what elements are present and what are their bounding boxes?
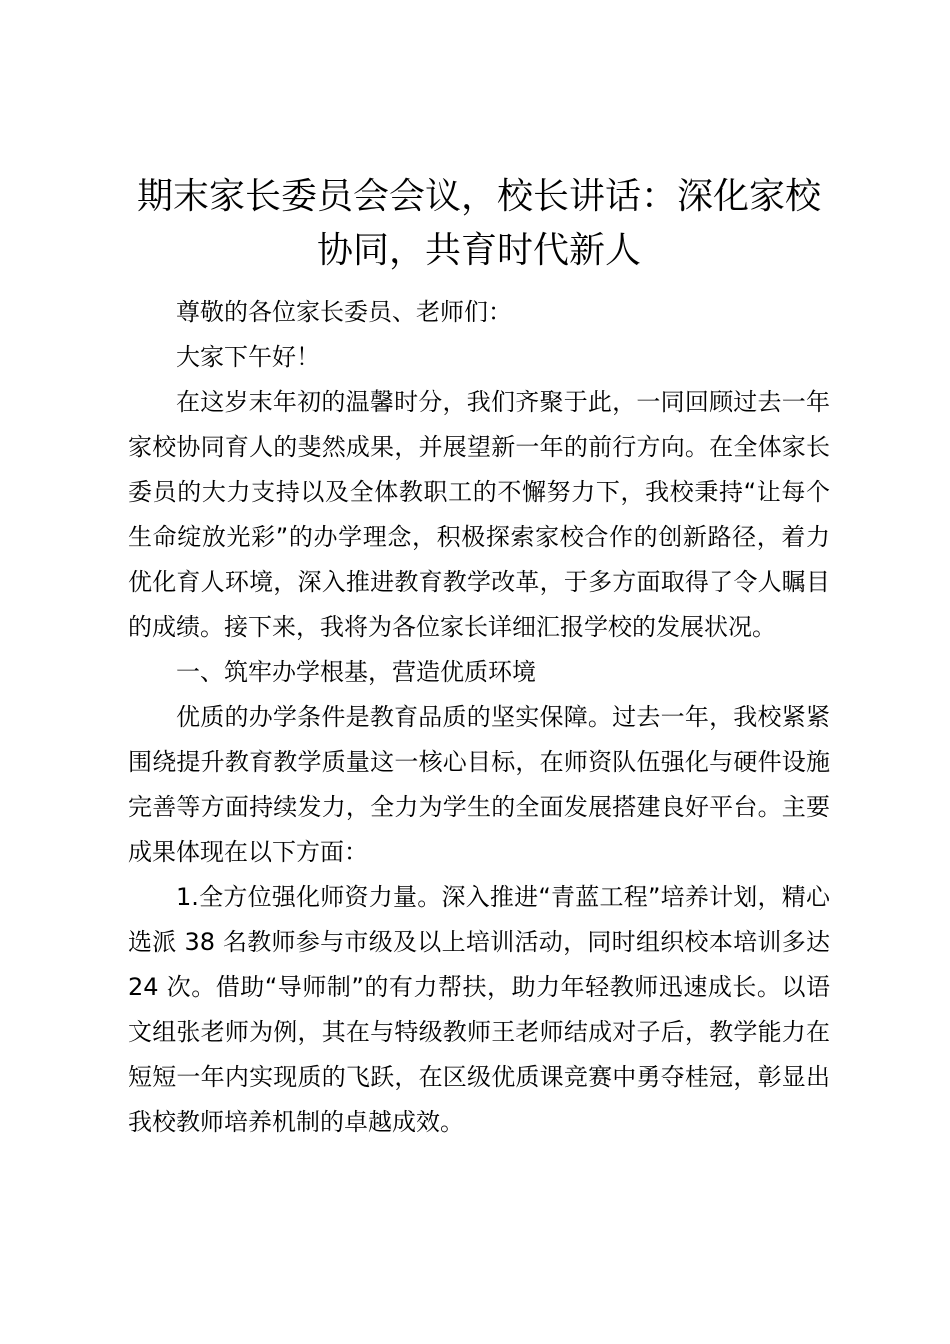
document-page: [128, 170, 830, 1145]
section-heading-1: 一、筑牢办学根基，营造优质环境: [176, 658, 536, 686]
salutation-line: 大家下午好！: [176, 343, 320, 371]
greeting-line: 尊敬的各位家长委员、老师们：: [176, 298, 512, 326]
intro-paragraph: 在这岁末年初的温馨时分，我们齐聚于此，一同回顾过去一年家校协同育人的斐然成果，并展望新一年的前行方向。在全体家长委员的大力支持以及全体教职工的不懈努力下，我校秉持“让每个生命绽放光彩”的办学理念，积极探索家校合作的创新路径，着力优化育人环境，深入推进教育教学改革，于多方面取得了令人瞩目的成绩。接下来，我将为各位家长详细汇报学校的发展状况。: [128, 388, 830, 641]
section-1-item-1-paragraph: 1.全方位强化师资力量。深入推进“青蓝工程”培养计划，精心选派 38 名教师参与市级及以上培训活动，同时组织校本培训多达 24 次。借助“导师制”的有力帮扶，助力年轻教师迅速成长。以语文组张老师为例，其在与特级教师王老师结成对子后，教学能力在短短一年内实现质的飞跃，在区级优质课竞赛中勇夺桂冠，彰显出我校教师培养机制的卓越成效。: [128, 883, 830, 1136]
section-1-intro-paragraph: 优质的办学条件是教育品质的坚实保障。过去一年，我校紧紧围绕提升教育教学质量这一核心目标，在师资队伍强化与硬件设施完善等方面持续发力，全力为学生的全面发展搭建良好平台。主要成果体现在以下方面：: [128, 703, 830, 866]
document-title: 期末家长委员会会议，校长讲话：深化家校协同，共育时代新人: [136, 176, 821, 271]
